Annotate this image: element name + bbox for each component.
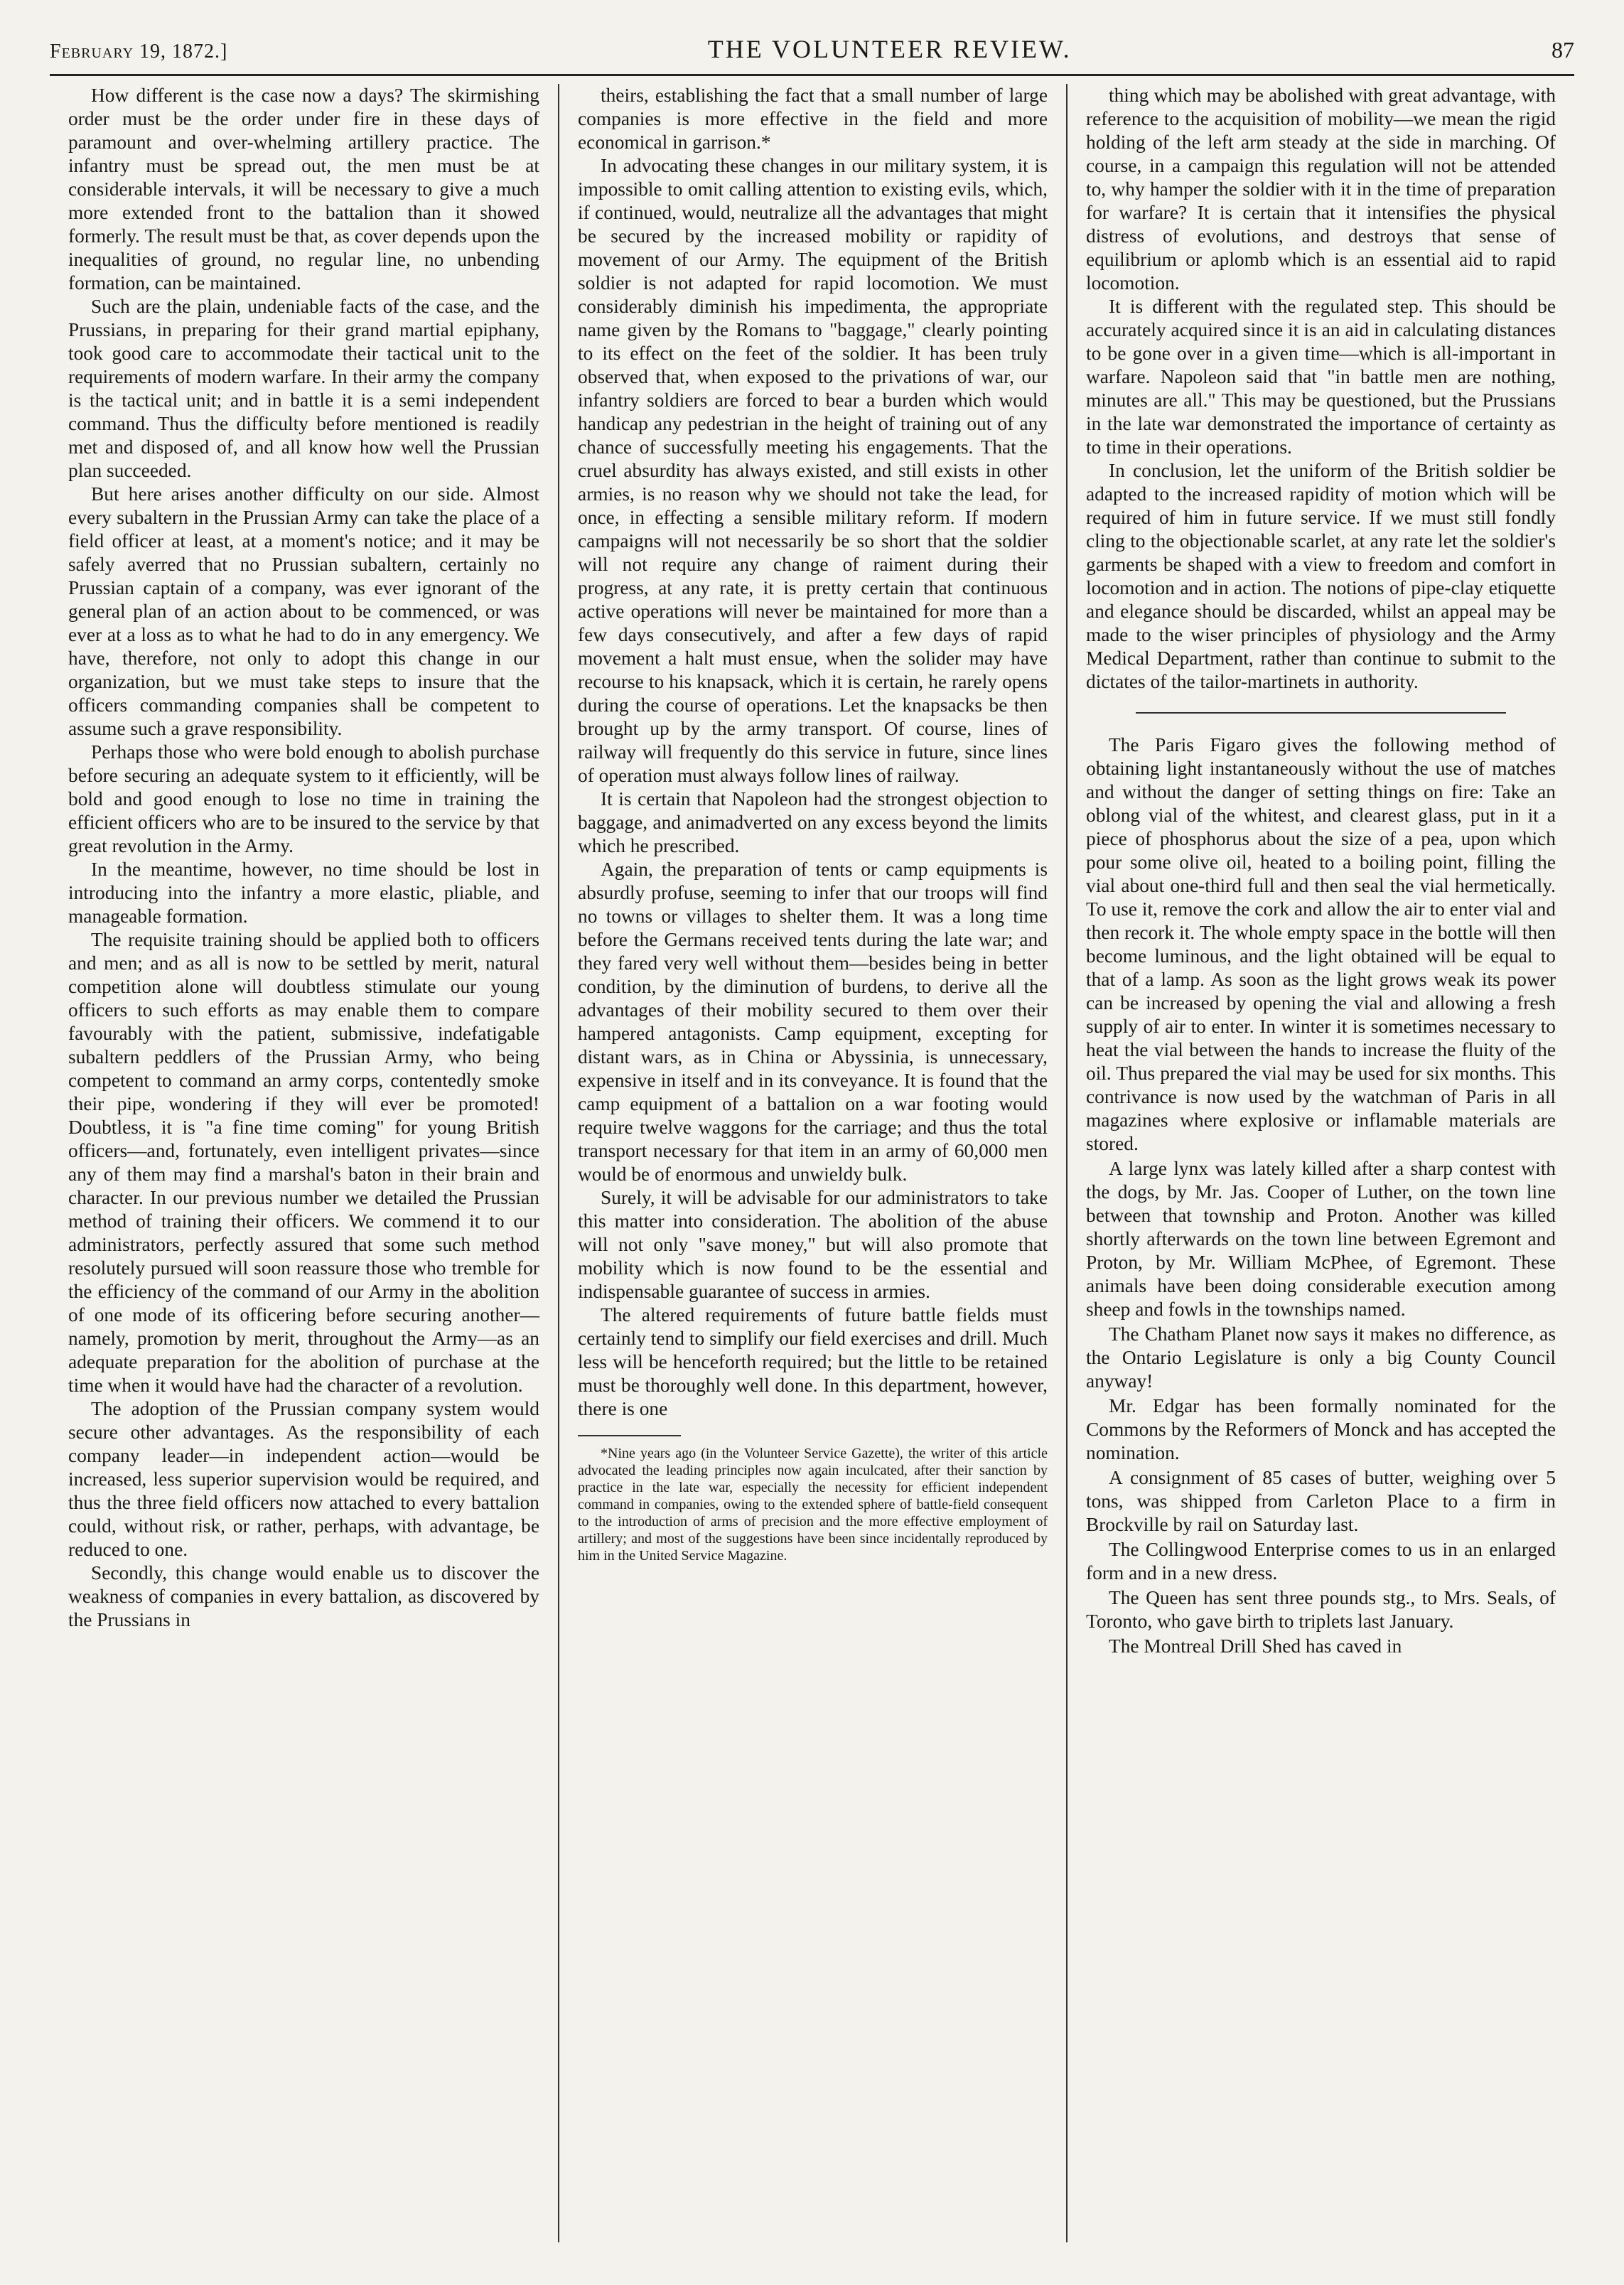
news-item: The Queen has sent three pounds stg., to Mrs. Seals, of Toronto, who gave birth to triplets last January. <box>1086 1587 1556 1632</box>
header-rule <box>50 74 1574 76</box>
paragraph: The requisite training should be applied both to officers and men; and as all is now to be settled by merit, natural competition alone will doubtless stimulate our young officers to such efforts as may enable them to compare favourably with the patient, submissive, indefatigable subaltern peddlers of the Prussian Army, who being competent to command an army corps, contentedly smoke their pipe, wondering if they will ever be promoted! Doubtless, it is "a fine time coming" for young British officers—and, fortunately, even intelligent privates—since any of them may find a marshal's baton in their brain and character. In our previous number we detailed the Prussian method of training their officers. We commend it to our administrators, perfectly assured that some such method resolutely pursued will soon reassure those who tremble for the efficiency of the command of our Army in the abolition of one mode of its officering before securing another—namely, promotion by merit, throughout the Army—as an adequate preparation for the abolition of purchase at the time when it would have had the character of a revolution. <box>68 929 539 1396</box>
paragraph: The altered requirements of future battle fields must certainly tend to simplify our field exercises and drill. Much less will be henceforth required; but the little to be retained must be thoroughly well done. In this department, however, there is one <box>578 1304 1048 1419</box>
paragraph: Surely, it will be advisable for our administrators to take this matter into consideration. The abolition of the abuse will not only "save money," but will also promote that mobility which is now found to be the essential and indispensable guarantee of success in armies. <box>578 1187 1048 1302</box>
paragraph: In conclusion, let the uniform of the British soldier be adapted to the increased rapidity of motion which will be required of him in future service. If we must still fondly cling to the objectionable scarlet, at any rate let the soldier's garments be shaped with a view to freedom and comfort in locomotion and in action. The notions of pipe-clay etiquette and elegance should be discarded, whilst an appeal may be made to the wiser principles of physiology and the Army Medical Department, rather than continue to submit to the dictates of the tailor-martinets in authority. <box>1086 460 1556 692</box>
section-divider <box>1136 712 1506 714</box>
paragraph: In advocating these changes in our military system, it is impossible to omit calling attention to existing evils, which, if continued, would, neutralize all the advantages that might be secured by the increased mobility or rapidity of movement of our Army. The equipment of the British soldier is not adapted for rapid locomotion. We must considerably diminish his impedimenta, the appropriate name given by the Romans to "baggage," clearly pointing to its effect on the feet of the soldier. It has been truly observed that, when exposed to the privations of war, our infantry soldiers are forced to bear a burden which would handicap any pedestrian in the height of training out of any chance of successfully meeting his engagements. That the cruel absurdity has always existed, and still exists in other armies, is no reason why we should not take the lead, for once, in effecting a sensible military reform. If modern campaigns will not necessarily be so short that the soldier will not require any change of raiment during their progress, at any rate, it is pretty certain that continuous active operations will never be maintained for more than a few days consecutively, and after a few days of rapid movement a halt must ensue, when the solider may have recourse to his knapsack, which it is certain, he rarely opens during the course of operations. Let the knapsacks be then brought up by the army transport. Of course, lines of railway will frequently do this service in future, since lines of operation must always follow lines of railway. <box>578 155 1048 786</box>
article-columns <box>50 84 1574 2242</box>
paragraph: It is different with the regulated step. This should be accurately acquired since it is an aid in calculating distances to be gone over in a given time—which is all-important in warfare. Napoleon said that "in battle men are nothing, minutes are all." This may be questioned, but the Prussians in the late war demonstrated the importance of certainty as to time in their operations. <box>1086 296 1556 458</box>
news-item: A consignment of 85 cases of butter, weighing over 5 tons, was shipped from Carleton Place to a firm in Brockville by rail on Saturday last. <box>1086 1467 1556 1535</box>
footnote-rule <box>578 1435 681 1436</box>
paragraph: The adoption of the Prussian company system would secure other advantages. As the responsibility of each company leader—in independent action—would be increased, less superior supervision would be required, and thus the three field officers now attached to every battalion could, without risk, or rather, perhaps, with advantage, be reduced to one. <box>68 1398 539 1560</box>
paragraph: In the meantime, however, no time should be lost in introducing into the infantry a more elastic, pliable, and manageable formation. <box>68 859 539 927</box>
page-number: 87 <box>1552 37 1574 63</box>
news-item: A large lynx was lately killed after a sharp contest with the dogs, by Mr. Jas. Cooper of Luther, on the town line between that township and Proton. Another was killed shortly afterwards on the town line between Egremont and Proton, by Mr. William McPhee, of Egremont. These animals have been doing considerable execution among sheep and fowls in the townships named. <box>1086 1158 1556 1320</box>
news-item: Mr. Edgar has been formally nominated for the Commons by the Reformers of Monck and has accepted the nomination. <box>1086 1395 1556 1463</box>
page-header <box>0 34 1624 70</box>
news-item: The Paris Figaro gives the following method of obtaining light instantaneously without the use of matches and without the danger of setting things on fire: Take an oblong vial of the whitest, and clearest glass, put in it a piece of phosphorus about the size of a pea, upon which pour some olive oil, heated to a boiling point, filling the vial about one-third full and then seal the vial hermetically. To use it, remove the cork and allow the air to enter vial and then recork it. The whole empty space in the bottle will then become luminous, and the light obtained will be equal to that of a lamp. As soon as the light grows weak its power can be increased by opening the vial and allowing a fresh supply of air to enter. In winter it is sometimes necessary to heat the vial between the hands to increase the fluity of the oil. Thus prepared the vial may be used for six months. This contrivance is now used by the watchman of Paris in all magazines where explosive or inflamable materials are stored. <box>1086 734 1556 1154</box>
news-item: The Collingwood Enterprise comes to us in an enlarged form and in a new dress. <box>1086 1539 1556 1584</box>
column-2 <box>558 84 1066 2242</box>
column-1 <box>50 84 558 2242</box>
paragraph: But here arises another difficulty on our side. Almost every subaltern in the Prussian Army can take the place of a field officer at least, at a moment's notice; and it may be safely averred that no Prussian subaltern, certainly no Prussian captain of a company, was ever ignorant of the general plan of an action about to be commenced, or was ever at a loss as to what he had to do in any emergency. We have, therefore, not only to adopt this change in our organization, but we must take steps to insure that the officers commanding companies shall be competent to assume such a grave responsibility. <box>68 483 539 739</box>
publication-title: THE VOLUNTEER REVIEW. <box>707 35 1072 63</box>
paragraph: thing which may be abolished with great advantage, with reference to the acquisition of mobility—we mean the rigid holding of the left arm steady at the side in marching. Of course, in a campaign this regulation will not be attended to, why hamper the soldier with it in the time of preparation for warfare? It is certain that it intensifies the physical distress of evolutions, and destroys that sense of equilibrium or aplomb which is an essential aid to rapid locomotion. <box>1086 85 1556 294</box>
paragraph: Perhaps those who were bold enough to abolish purchase before securing an adequate system to it efficiently, will be bold and good enough to lose no time in training the efficient officers who are to be insured to the service by that great revolution in the Army. <box>68 741 539 856</box>
paragraph: theirs, establishing the fact that a small number of large companies is more effective in the field and more economical in garrison.* <box>578 85 1048 153</box>
news-item: The Chatham Planet now says it makes no difference, as the Ontario Legislature is only a big County Council anyway! <box>1086 1323 1556 1392</box>
paragraph: Again, the preparation of tents or camp equipments is absurdly profuse, seeming to infer that our troops will find no towns or villages to shelter them. It was a long time before the Germans received tents during the late war; and they fared very well without them—besides being in better condition, by the diminution of burdens, to derive all the advantages of their mobility secured to them over their hampered antagonists. Camp equipment, excepting for distant wars, as in China or Abyssinia, is unnecessary, expensive in itself and in its conveyance. It is found that the camp equipment of a battalion on a war footing would require twelve waggons for the carriage; and thus the total transport necessary for that item in an army of 60,000 men would be of enormous and unwieldy bulk. <box>578 859 1048 1185</box>
news-item: The Montreal Drill Shed has caved in <box>1109 1635 1402 1657</box>
paragraph: Secondly, this change would enable us to discover the weakness of companies in every battalion, as discovered by the Prussians in <box>68 1562 539 1630</box>
footnote: *Nine years ago (in the Volunteer Service Gazette), the writer of this article advocated the leading principles now again inculcated, after their sanction by practice in the late war, especially the necessity for efficient independent command in companies, owing to the extended sphere of battle-field consequent to the introduction of arms of precision and the more effective employment of artillery; and most of the suggestions have been since incidentally reproduced by him in the United Service Magazine. <box>578 1446 1048 1564</box>
column-3 <box>1066 84 1574 2242</box>
issue-date: February 19, 1872.] <box>50 41 228 63</box>
paragraph: Such are the plain, undeniable facts of the case, and the Prussians, in preparing for their grand martial epiphany, took good care to accommodate their tactical unit to the requirements of modern warfare. In their army the company is the tactical unit; and in battle it is a semi independent command. Thus the difficulty before mentioned is readily met and disposed of, and all know how well the Prussian plan succeeded. <box>68 296 539 481</box>
paragraph: It is certain that Napoleon had the strongest objection to baggage, and animadverted on any excess beyond the limits which he prescribed. <box>578 788 1048 856</box>
paragraph: How different is the case now a days? The skirmishing order must be the order under fire in these days of paramount and over-whelming artillery practice. The infantry must be spread out, the men must be at considerable intervals, it will be necessary to give a much more extended front to the battalion than it showed formerly. The result must be that, as cover depends upon the inequalities of ground, no regular line, no unbending formation, can be maintained. <box>68 85 539 294</box>
